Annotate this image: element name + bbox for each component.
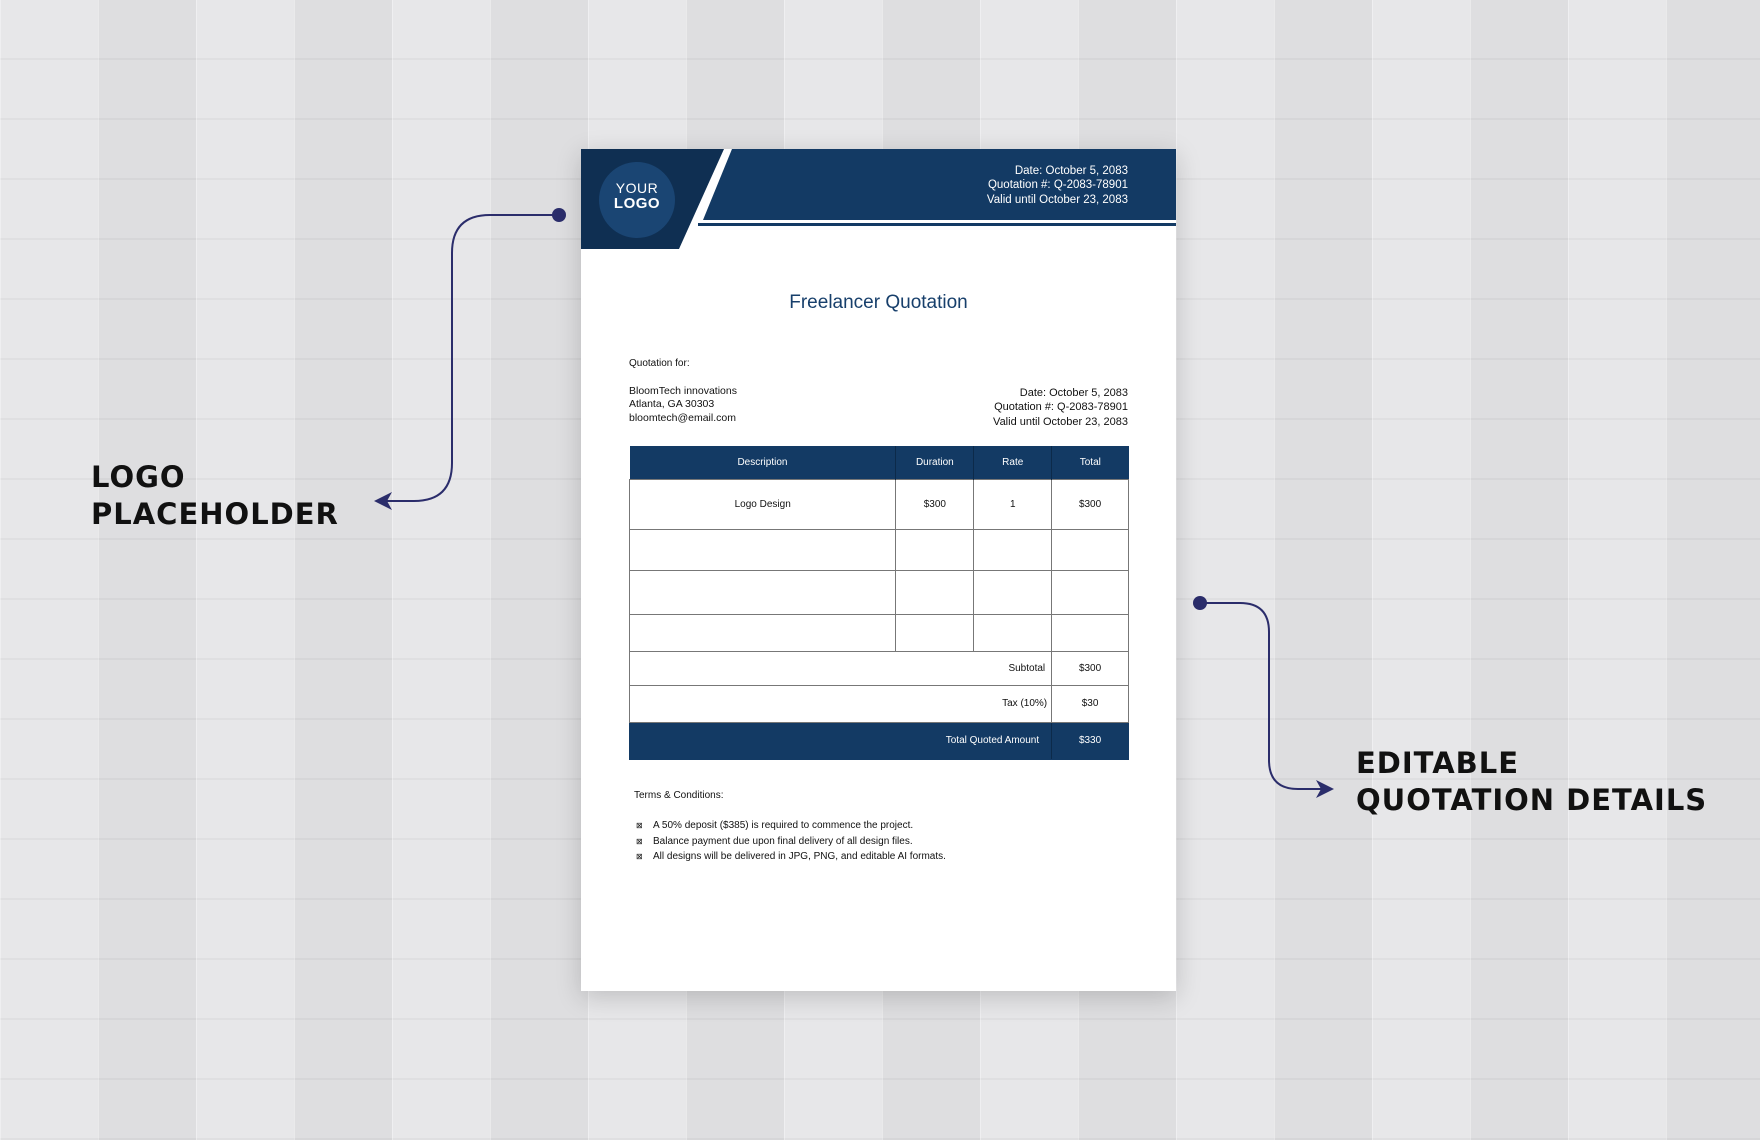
table-cell[interactable]: $300 bbox=[896, 479, 974, 529]
annotation-text: PLACEHOLDER bbox=[91, 497, 339, 531]
details-arrow-line bbox=[1200, 603, 1328, 789]
tax-row bbox=[630, 685, 1129, 722]
column-header: Rate bbox=[974, 446, 1052, 479]
annotation-text: QUOTATION DETAILS bbox=[1356, 783, 1708, 817]
header-date: Date: October 5, 2083 bbox=[1014, 165, 1128, 177]
logo-text: YOUR bbox=[615, 180, 659, 196]
tax-label: Tax (10%) bbox=[630, 685, 1052, 722]
column-header: Total bbox=[1052, 446, 1129, 479]
total-value[interactable]: $330 bbox=[1052, 722, 1129, 759]
column-header: Description bbox=[630, 446, 896, 479]
table-cell[interactable]: 1 bbox=[974, 479, 1052, 529]
column-header: Duration bbox=[896, 446, 974, 479]
table-row bbox=[630, 479, 1129, 529]
terms-heading: Terms & Conditions: bbox=[634, 790, 724, 801]
bullet-icon: ⊠ bbox=[636, 837, 643, 846]
terms-item bbox=[636, 836, 913, 847]
annotation-text: EDITABLE bbox=[1356, 746, 1520, 780]
logo-arrow-dot bbox=[552, 208, 566, 222]
table-cell[interactable] bbox=[1052, 529, 1129, 570]
quotation-for-label: Quotation for: bbox=[629, 358, 690, 369]
table-cell[interactable] bbox=[630, 614, 896, 651]
editable-details-label bbox=[1356, 745, 1707, 819]
details-arrow-dot bbox=[1193, 596, 1207, 610]
bullet-icon: ⊠ bbox=[636, 852, 643, 861]
table-cell[interactable] bbox=[974, 529, 1052, 570]
table-cell[interactable] bbox=[896, 570, 974, 614]
terms-item bbox=[636, 820, 913, 831]
table-row bbox=[630, 614, 1129, 651]
terms-item bbox=[636, 851, 946, 862]
table-row bbox=[630, 570, 1129, 614]
meta-quotation-number: Quotation #: Q-2083-78901 bbox=[994, 401, 1128, 413]
logo-arrow-line bbox=[380, 215, 559, 501]
table-cell[interactable] bbox=[896, 529, 974, 570]
table-cell[interactable] bbox=[630, 529, 896, 570]
meta-valid-until: Valid until October 23, 2083 bbox=[993, 416, 1128, 428]
total-label: Total Quoted Amount bbox=[630, 722, 1052, 759]
table-row bbox=[630, 529, 1129, 570]
table-header-row bbox=[630, 446, 1129, 479]
quotation-page bbox=[581, 149, 1176, 991]
meta-date: Date: October 5, 2083 bbox=[1019, 387, 1128, 399]
table-cell[interactable] bbox=[974, 570, 1052, 614]
client-email: bloomtech@email.com bbox=[629, 412, 736, 424]
table-cell[interactable]: Logo Design bbox=[630, 479, 896, 529]
subtotal-value[interactable]: $300 bbox=[1052, 651, 1129, 685]
table-cell[interactable] bbox=[1052, 570, 1129, 614]
table-cell[interactable] bbox=[896, 614, 974, 651]
total-row bbox=[630, 722, 1129, 759]
bullet-icon: ⊠ bbox=[636, 821, 643, 830]
logo-placeholder[interactable] bbox=[599, 181, 675, 211]
header-quotation-number: Quotation #: Q-2083-78901 bbox=[987, 179, 1128, 191]
logo-placeholder-label bbox=[91, 459, 339, 533]
header-valid-until: Valid until October 23, 2083 bbox=[986, 194, 1128, 206]
quotation-table bbox=[629, 446, 1129, 760]
subtotal-row bbox=[630, 651, 1129, 685]
terms-text: All designs will be delivered in JPG, PNG, and editable AI formats. bbox=[653, 851, 946, 862]
logo-text: LOGO bbox=[613, 195, 661, 212]
annotation-text: LOGO bbox=[91, 460, 186, 494]
table-cell[interactable] bbox=[630, 570, 896, 614]
table-cell[interactable] bbox=[1052, 614, 1129, 651]
terms-text: Balance payment due upon final delivery of all design files. bbox=[653, 836, 913, 847]
table-cell[interactable] bbox=[974, 614, 1052, 651]
terms-text: A 50% deposit ($385) is required to commence the project. bbox=[653, 820, 914, 831]
subtotal-label: Subtotal bbox=[630, 651, 1052, 685]
client-name: BloomTech innovations bbox=[629, 385, 737, 397]
page-title: Freelancer Quotation bbox=[789, 292, 968, 313]
client-address: Atlanta, GA 30303 bbox=[629, 398, 715, 410]
tax-value[interactable]: $30 bbox=[1052, 685, 1129, 722]
table-cell[interactable]: $300 bbox=[1052, 479, 1129, 529]
